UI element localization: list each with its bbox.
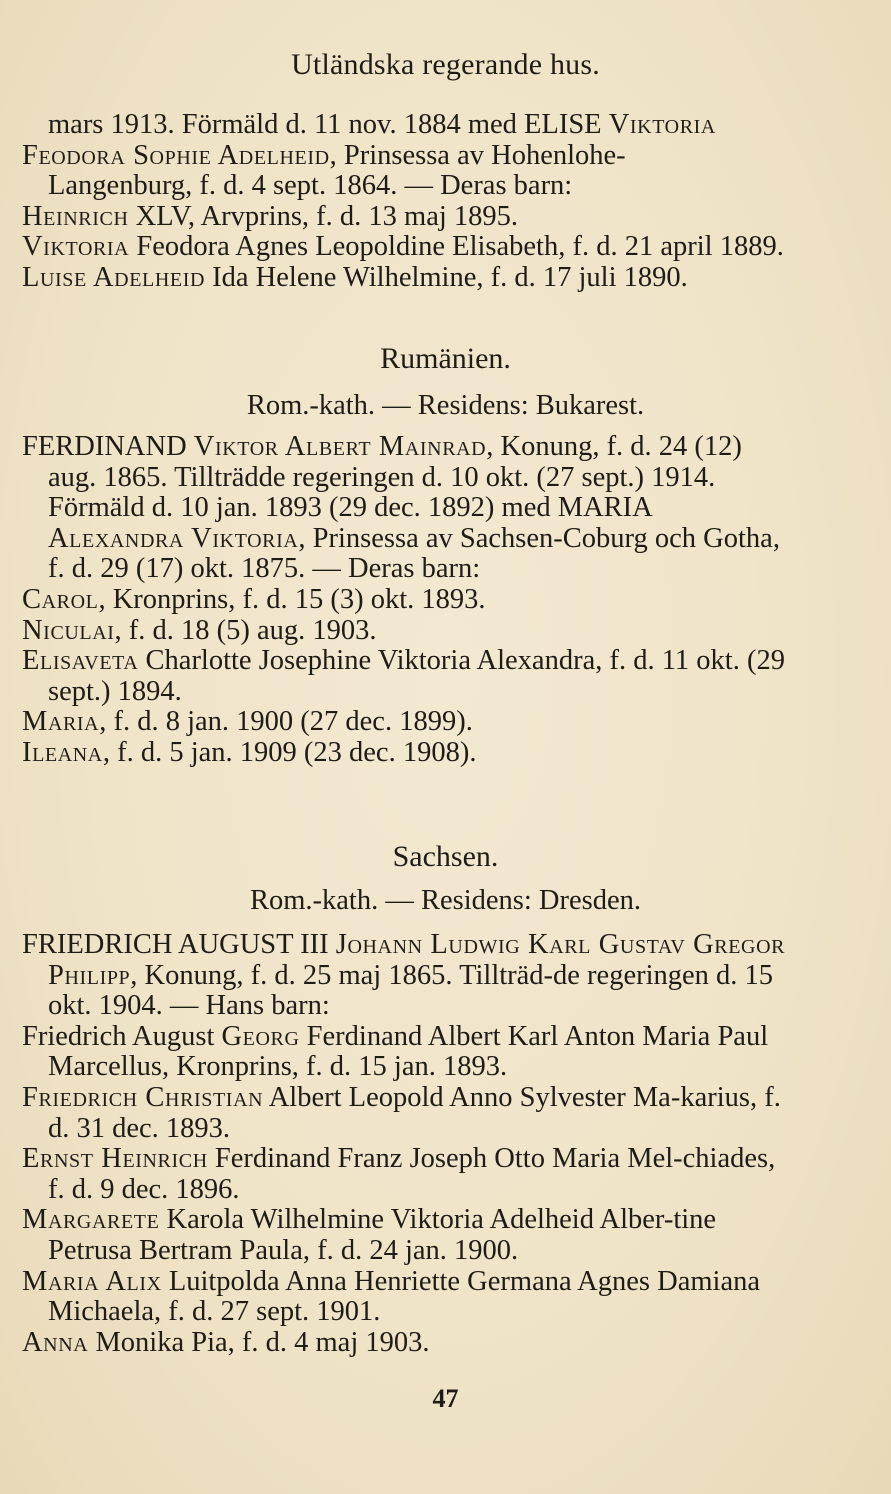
text-run: , Prinsessa av Sachsen-Coburg och Gotha, f. d. 29 (17) okt. 1875. — Deras barn: [48,522,780,585]
text-run: , Konung, f. d. 25 maj 1865. Tillträd-de regeringen d. 15 okt. 1904. — Hans barn: [48,959,774,1022]
text-run: FRIEDRICH AUGUST III [22,929,336,960]
text-run: Ferdinand Albert Karl Anton Maria Paul Marcellus, Kronprins, f. d. 15 jan. 1893. [48,1020,769,1083]
entry [22,616,792,647]
text-run: Monika Pia, f. d. 4 maj 1903. [88,1326,430,1358]
name-smallcaps: Johann Ludwig Karl Gustav Gregor Philipp [48,929,786,991]
entry [22,1022,792,1083]
entry [22,1267,792,1328]
name-smallcaps: Viktoria [608,109,716,140]
entry [22,432,792,585]
text-run: , f. d. 18 (5) aug. 1903. [114,614,377,646]
text-run: FERDINAND [22,431,194,462]
name-smallcaps: Margarete [22,1204,160,1236]
text-run: Langenburg, f. d. 4 sept. 1864. — Deras barn: [48,170,573,202]
text-run: Albert Leopold Anno Sylvester Ma-karius, f. d. 31 dec. 1893. [48,1081,781,1144]
text-run: Charlotte Josephine Viktoria Alexandra, f. d. 11 okt. (29 sept.) 1894. [48,645,785,707]
section-title-sachsen: Sachsen. [392,840,499,873]
name-smallcaps: Georg [221,1020,300,1052]
name-smallcaps: Feodora Sophie Adelheid [22,139,330,171]
section-subtitle-sachsen: Rom.-kath. — Residens: Dresden. [249,885,642,916]
text-run: Feodora Agnes Leopoldine Elisabeth, f. d. 21 april 1889. [129,231,784,263]
name-smallcaps: Niculai [22,614,115,646]
text-line [22,110,792,141]
text-run: Friedrich August [22,1020,222,1052]
running-header: Utländska regerande hus. [291,48,600,81]
page-number: 47 [432,1384,459,1413]
section-1-body [22,432,792,769]
text-run: , f. d. 8 jan. 1900 (27 dec. 1899). [99,706,473,738]
entry [22,1083,792,1144]
entry [22,202,792,233]
text-run: Ferdinand Franz Joseph Otto Maria Mel-chiades, f. d. 9 dec. 1896. [48,1143,776,1205]
section-title-rumanien: Rumänien. [380,342,511,375]
entry [22,1144,792,1205]
name-smallcaps: Viktor Albert Mainrad [193,431,487,462]
text-run: Luitpolda Anna Henriette Germana Agnes Damiana Michaela, f. d. 27 sept. 1901. [48,1265,760,1328]
text-run: XLV, Arvprins, f. d. 13 maj 1895. [128,200,519,232]
entry [22,1205,792,1266]
entry [22,232,792,263]
section-0-body [22,110,792,294]
name-smallcaps: Heinrich [22,200,129,232]
name-smallcaps: Anna [22,1326,89,1358]
text-run: , Kronprins, f. d. 15 (3) okt. 1893. [98,583,486,615]
section-2-body [22,930,792,1358]
text-run: , Konung, f. d. 24 (12) aug. 1865. Tillträdde regeringen d. 10 okt. (27 sept.) 1914. Förmäld d. 10 jan. 1893 (29 dec. 1892) med MARIA [48,431,742,524]
text-run: Ida Helene Wilhelmine, f. d. 17 juli 1890. [205,261,688,293]
entry [22,646,792,707]
entry [22,263,792,294]
entry [22,707,792,738]
name-smallcaps: Elisaveta [22,645,139,677]
name-smallcaps: Ernst Heinrich [22,1143,208,1175]
name-smallcaps: Alexandra Viktoria [48,522,299,554]
entry [22,738,792,769]
text-run: Karola Wilhelmine Viktoria Adelheid Alber-tine Petrusa Bertram Paula, f. d. 24 jan. 1900. [48,1204,717,1266]
entry [22,930,792,1022]
entry [22,585,792,616]
text-run: mars 1913. Förmäld d. 11 nov. 1884 med ELISE [48,109,609,140]
name-smallcaps: Ileana [22,736,103,768]
text-line [22,141,792,172]
text-line [22,171,792,202]
name-smallcaps: Maria [22,706,100,738]
name-smallcaps: Maria Alix [22,1265,162,1297]
name-smallcaps: Luise Adelheid [22,261,206,293]
entry [22,1328,792,1359]
name-smallcaps: Carol [22,583,99,615]
text-run: , Prinsessa av Hohenlohe- [329,139,626,171]
name-smallcaps: Viktoria [22,231,130,263]
name-smallcaps: Friedrich Christian [22,1081,264,1113]
section-subtitle-rumanien: Rom.-kath. — Residens: Bukarest. [246,390,645,421]
text-run: , f. d. 5 jan. 1909 (23 dec. 1908). [102,736,477,768]
